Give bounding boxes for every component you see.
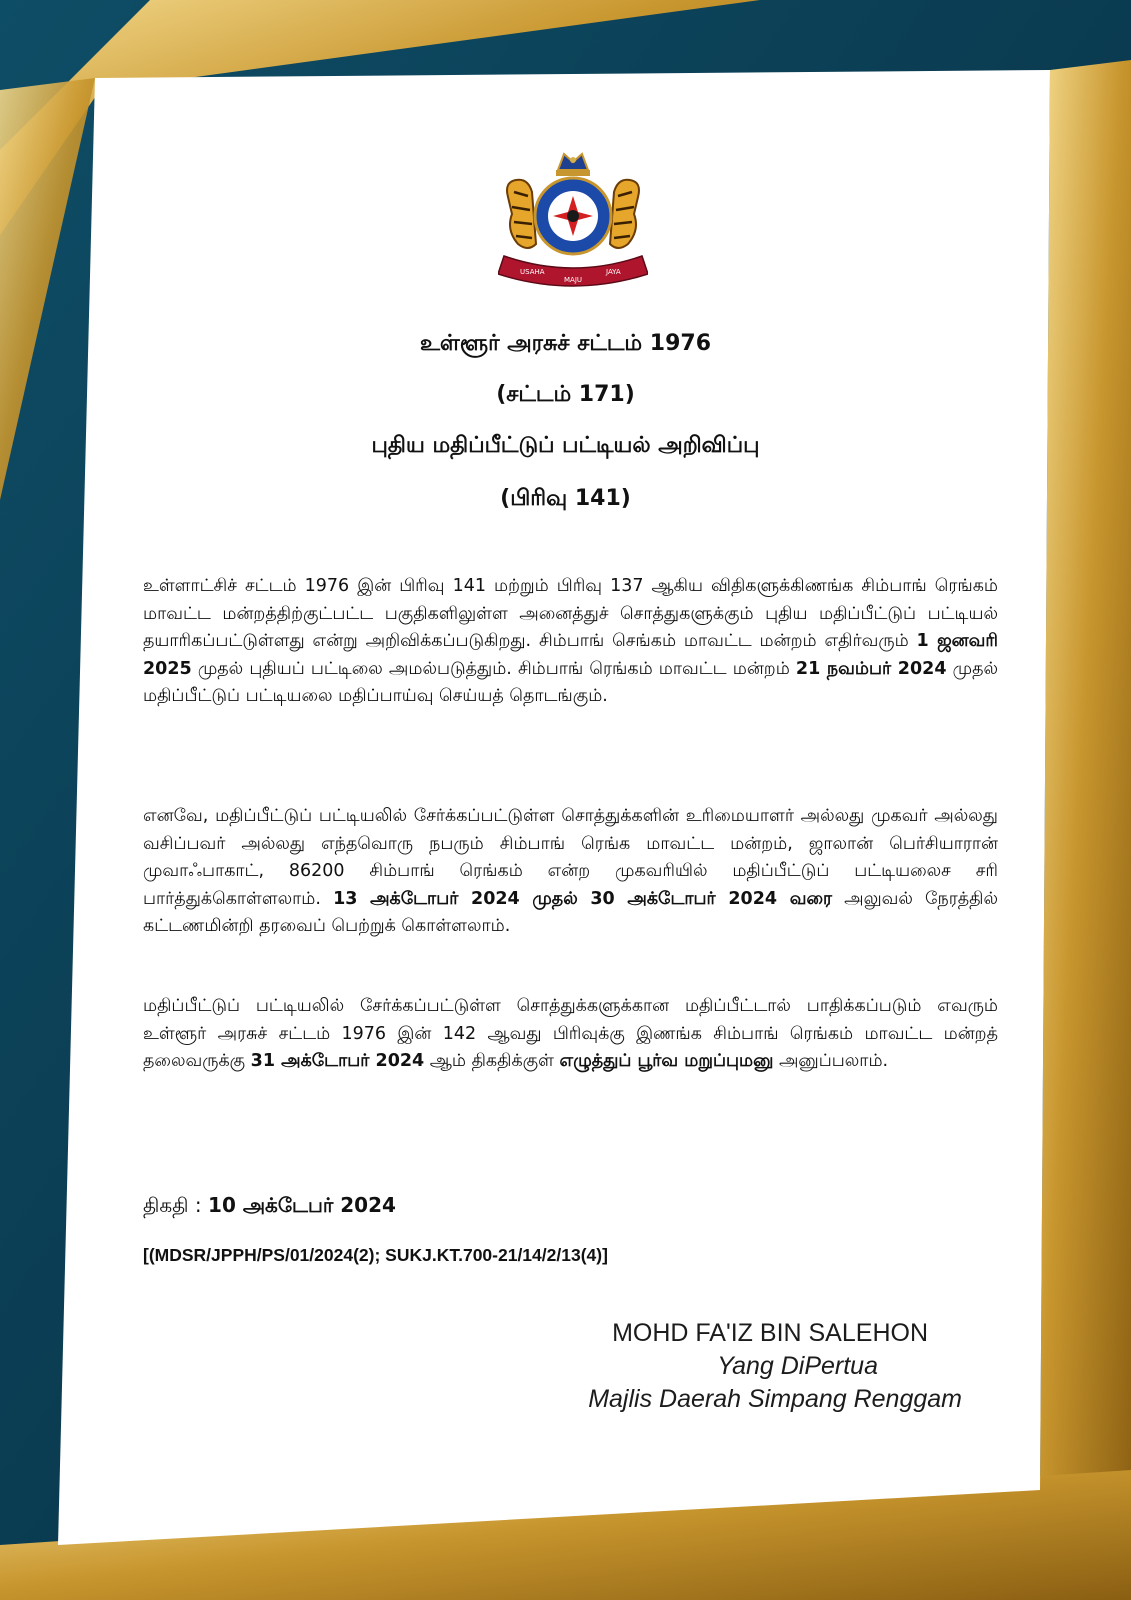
paragraph-inspection: எனவே, மதிப்பீட்டுப் பட்டியலில் சேர்க்கப்பட்டுள்ள சொத்துக்களின் உரிமையாளர் அல்லது முகவர் அல்லது வசிப்பவர் அல்லது எந்தவொரு நபரும் சிம்பாங் ரெங்க மாவட்ட மன்றம், ஜாலான் பெர்சியாரான் முவாஃபாகாட், 86200 சிம்பாங் ரெங்கம் என்ற முகவரியில் மதிப்பீட்டுப் பட்டியலைச சரி பார்த்துக்கொள்ளலாம். 13 அக்டோபர் 2024 முதல் 30 அக்டோபர் 2024 வரை அலுவல் நேரத்தில் கட்டணமின்றி தரவைப் பெற்றுக் கொள்ளலாம். xyxy=(143,806,998,937)
objection-deadline: 31 அக்டோபர் 2024 xyxy=(250,1051,425,1072)
written-objection: எழுத்துப் பூர்வ மறுப்புமனு xyxy=(559,1051,774,1072)
inspection-period: 13 அக்டோபர் 2024 முதல் 30 அக்டோபர் 2024 வரை xyxy=(333,888,833,909)
heading-act-number: (சட்டம் 171) xyxy=(496,382,635,407)
heading-act-title: உள்ளூர் அரசுச் சட்டம் 1976 xyxy=(419,331,712,356)
date-review: 21 நவம்பர் 2024 xyxy=(795,658,947,679)
heading-section: (பிரிவு 141) xyxy=(500,486,631,511)
paragraph-announcement: உள்ளாட்சிச் சட்டம் 1976 இன் பிரிவு 141 மற்றும் பிரிவு 137 ஆகிய விதிகளுக்கிணங்க சிம்பாங் ரெங்கம் மாவட்ட மன்றத்திற்குட்பட்ட பகுதிகளிலுள்ள அனைத்துச் சொத்துகளுக்கும் புதிய மதிப்பீட்டுப் பட்டியல் தயாரிகப்பட்டுள்ளது என்று அறிவிக்கப்படுகிறது. சிம்பாங் செங்கம் மாவட்ட மன்றம் எதிர்வரும் 1 ஜனவரி 2025 முதல் புதியப் பட்டிலை அமல்படுத்தும். சிம்பாங் ரெங்கம் மாவட்ட மன்றம் 21 நவம்பர் 2024 முதல் மதிப்பீட்டுப் பட்டியலை மதிப்பாய்வு செய்யத் தொடங்கும். xyxy=(143,576,999,707)
date-effective: 1 ஜனவரி 2025 xyxy=(143,631,998,679)
signatory-organization: Majlis Daerah Simpang Renggam xyxy=(588,1385,962,1413)
heading-notice-title: புதிய மதிப்பீட்டுப் பட்டியல் அறிவிப்பு xyxy=(371,433,760,458)
motto-word: MAJU xyxy=(564,276,583,284)
council-crest-logo xyxy=(498,152,648,292)
signatory-name: MOHD FA'IZ BIN SALEHON xyxy=(612,1319,928,1347)
reference-number: [(MDSR/JPPH/PS/01/2024(2); SUKJ.KT.700-21/14/2/13(4)] xyxy=(143,1245,608,1265)
signatory-title: Yang DiPertua xyxy=(717,1352,878,1380)
motto-word: JAYA xyxy=(606,268,621,276)
paragraph-objection: மதிப்பீட்டுப் பட்டியலில் சேர்க்கப்பட்டுள்ள சொத்துக்களுக்கான மதிப்பீட்டால் பாதிக்கப்படும் எவரும் உள்ளூர் அரசுச் சட்டம் 1976 இன் 142 ஆவது பிரிவுக்கு இணங்க சிம்பாங் ரெங்கம் மாவட்ட மன்றத் தலைவருக்கு 31 அக்டோபர் 2024 ஆம் திகதிக்குள் எழுத்துப் பூர்வ மறுப்புமனு அனுப்பலாம். xyxy=(143,996,998,1072)
motto-word: USAHA xyxy=(520,268,545,276)
notice-date: திகதி : 10 அக்டேபர் 2024 xyxy=(143,1193,396,1217)
